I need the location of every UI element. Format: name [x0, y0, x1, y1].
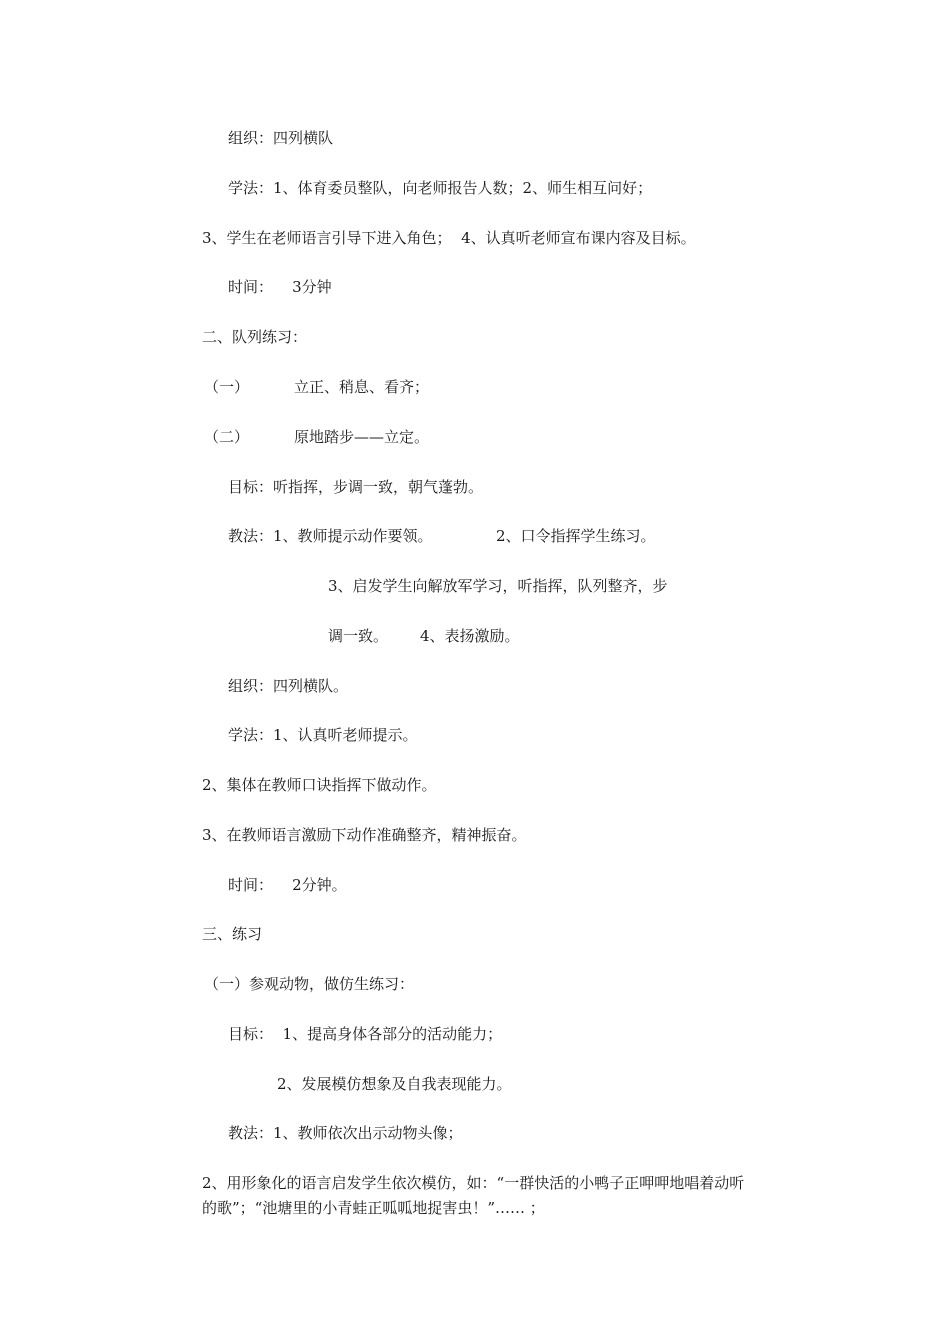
item-marker-1: （一） [204, 378, 250, 396]
goal-line-2: 目标： 1、提高身体各部分的活动能力； [228, 1025, 503, 1043]
teaching-method-line-3: 调一致。 [328, 627, 389, 645]
teaching-method-line-6: 的歌”；“池塘里的小青蛙正呱呱地捉害虫！”…… ； [202, 1199, 545, 1217]
study-method-line-2: 3、学生在老师语言引导下进入角色； 4、认真听老师宣布课内容及目标。 [202, 229, 696, 247]
teaching-method-line-5: 2、用形象化的语言启发学生依次模仿，如：“一群快活的小鸭子正呷呷地唱着动听 [202, 1174, 745, 1192]
teaching-method-line-1b: 2、口令指挥学生练习。 [496, 527, 656, 545]
item-text-1: 立正、稍息、看齐； [294, 378, 430, 396]
teaching-method-line-4: 教法：1、教师依次出示动物头像； [228, 1124, 463, 1142]
org-line-2: 组织：四列横队。 [228, 677, 349, 695]
time-line-2: 时间： 2分钟。 [228, 876, 347, 894]
org-line-1: 组织：四列横队 [228, 129, 334, 147]
time-line-1: 时间： 3分钟 [228, 278, 332, 296]
item-text-2: 原地踏步——立定。 [294, 428, 430, 446]
goal-line-3: 2、发展模仿想象及自我表现能力。 [277, 1075, 512, 1093]
item-marker-2: （二） [204, 428, 250, 446]
study-method-line-5: 3、在教师语言激励下动作准确整齐，精神振奋。 [202, 826, 527, 844]
section-heading-3: 三、练习 [202, 925, 263, 943]
teaching-method-line-1: 教法：1、教师提示动作要领。 [228, 527, 433, 545]
study-method-line-3: 学法：1、认真听老师提示。 [228, 726, 418, 744]
study-method-line-1: 学法：1、体育委员整队，向老师报告人数；2、师生相互问好； [228, 179, 653, 197]
teaching-method-line-2: 3、启发学生向解放军学习，听指挥，队列整齐，步 [328, 577, 668, 595]
goal-line-1: 目标：听指挥，步调一致，朝气蓬勃。 [228, 478, 484, 496]
teaching-method-line-3b: 4、表扬激励。 [420, 627, 520, 645]
section-heading-2: 二、队列练习： [202, 328, 308, 346]
study-method-line-4: 2、集体在教师口诀指挥下做动作。 [202, 776, 437, 794]
subsection-heading-3-1: （一）参观动物，做仿生练习： [204, 975, 415, 993]
